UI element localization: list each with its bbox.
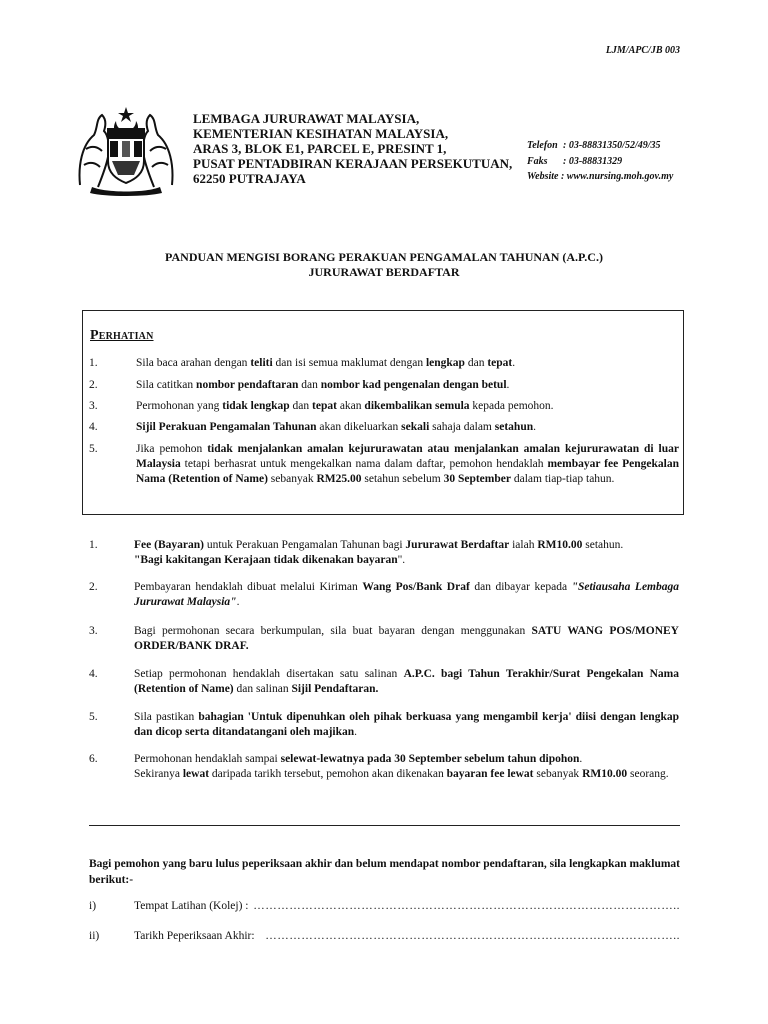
faks-line	[527, 154, 673, 170]
address-line: LEMBAGA JURURAWAT MALAYSIA,	[193, 111, 420, 126]
field-fill-line[interactable]: …………………………………………………………………………………………..	[265, 930, 680, 942]
new-applicant-intro: Bagi pemohon yang baru lulus peperiksaan akhir dan belum mendapat nombor pendaftaran, sila lengkapkan maklumat berikut:-	[89, 858, 681, 886]
address-line: 62250 PUTRAJAYA	[193, 171, 306, 186]
address-line: KEMENTERIAN KESIHATAN MALAYSIA,	[193, 126, 449, 141]
tarikh-peperiksaan-field[interactable]	[89, 930, 680, 948]
telefon-label: Telefon	[527, 140, 558, 151]
faks-value: : 03-88831329	[563, 155, 623, 167]
instruction-text: Fee (Bayaran) untuk Perakuan Pengamalan Tahunan bagi Jururawat Berdaftar ialah RM10.00 setahun. "Bagi kakitangan Kerajaan tidak dikenakan bayaran".	[134, 539, 624, 566]
title-line-1: PANDUAN MENGISI BORANG PERAKUAN PENGAMALAN TAHUNAN (A.P.C.)	[165, 250, 603, 264]
section-divider	[89, 825, 680, 826]
coat-of-arms-emblem	[72, 105, 180, 197]
document-reference: LJM/APC/JB 003	[605, 45, 680, 56]
instruction-number: 2.	[89, 581, 98, 593]
telefon-value: : 03-88831350/52/49/35	[563, 140, 661, 151]
address-line: PUSAT PENTADBIRAN KERAJAAN PERSEKUTUAN,	[193, 156, 513, 171]
field-label: Tarikh Peperiksaan Akhir:	[134, 930, 255, 942]
notice-item-number: 4.	[89, 421, 98, 433]
faks-label: Faks	[527, 155, 548, 167]
instruction-text: Setiap permohonan hendaklah disertakan satu salinan A.P.C. bagi Tahun Terakhir/Surat Pengekalan Nama (Retention of Name) dan salinan Sijil Pendaftaran.	[134, 668, 680, 695]
field-number: ii)	[89, 930, 100, 942]
instruction-text: Sila pastikan bahagian 'Untuk dipenuhkan oleh pihak berkuasa yang mengambil kerja' diisi dengan lengkap dan dicop serta ditandatangani oleh majikan.	[134, 711, 679, 738]
notice-item-number: 3.	[89, 400, 98, 412]
instruction-text: Bagi permohonan secara berkumpulan, sila buat bayaran dengan menggunakan SATU WANG POS/MONEY ORDER/BANK DRAF.	[134, 625, 679, 652]
telefon-line	[527, 138, 673, 154]
notice-item-number: 2.	[89, 379, 98, 391]
field-number: i)	[89, 900, 97, 912]
notice-item-text: Sijil Perakuan Pengamalan Tahunan akan dikeluarkan sekali sahaja dalam setahun.	[136, 421, 536, 433]
notice-item-text: Sila baca arahan dengan teliti dan isi semua maklumat dengan lengkap dan tepat.	[136, 357, 516, 369]
tempat-latihan-field[interactable]	[89, 900, 680, 918]
notice-item-text: Jika pemohon tidak menjalankan amalan kejururawatan atau menjalankan amalan kejururawatan di luar Malaysia tetapi berhasrat untuk mengekalkan nama dalam daftar, pemohon hendaklah membayar fee Pengekalan Nama (Retention of Name) sebanyak RM25.00 setahun sebelum 30 September dalam tiap-tiap tahun.	[136, 443, 679, 485]
instruction-number: 1.	[89, 539, 98, 551]
notice-item-number: 1.	[89, 357, 98, 369]
notice-item-text: Permohonan yang tidak lengkap dan tepat akan dikembalikan semula kepada pemohon.	[136, 400, 554, 412]
notice-box	[82, 310, 684, 515]
instruction-number: 5.	[89, 711, 98, 723]
field-label: Tempat Latihan (Kolej) :	[134, 900, 249, 912]
instruction-text: Pembayaran hendaklah dibuat melalui Kiriman Wang Pos/Bank Draf dan dibayar kepada "Setiausaha Lembaga Jururawat Malaysia".	[134, 581, 679, 608]
instruction-text: Permohonan hendaklah sampai selewat-lewatnya pada 30 September sebelum tahun dipohon. Sekiranya lewat daripada tarikh tersebut, pemohon akan dikenakan bayaran fee lewat sebanyak RM10.00 seorang.	[134, 753, 669, 780]
title-line-2: JURURAWAT BERDAFTAR	[308, 265, 460, 279]
instruction-number: 4.	[89, 668, 98, 680]
organisation-address	[193, 111, 512, 186]
contact-details	[527, 138, 673, 185]
notice-item-number: 5.	[89, 443, 98, 455]
instruction-number: 6.	[89, 753, 98, 765]
address-line: ARAS 3, BLOK E1, PARCEL E, PRESINT 1,	[193, 141, 447, 156]
notice-item-text: Sila catitkan nombor pendaftaran dan nombor kad pengenalan dengan betul.	[136, 379, 510, 391]
field-fill-line[interactable]: ……………………………………………………………………………………………..	[253, 900, 680, 912]
instruction-number: 3.	[89, 625, 98, 637]
website-line: Website : www.nursing.moh.gov.my	[527, 171, 674, 182]
document-title	[0, 250, 768, 280]
notice-heading: Perhatian	[90, 328, 154, 343]
